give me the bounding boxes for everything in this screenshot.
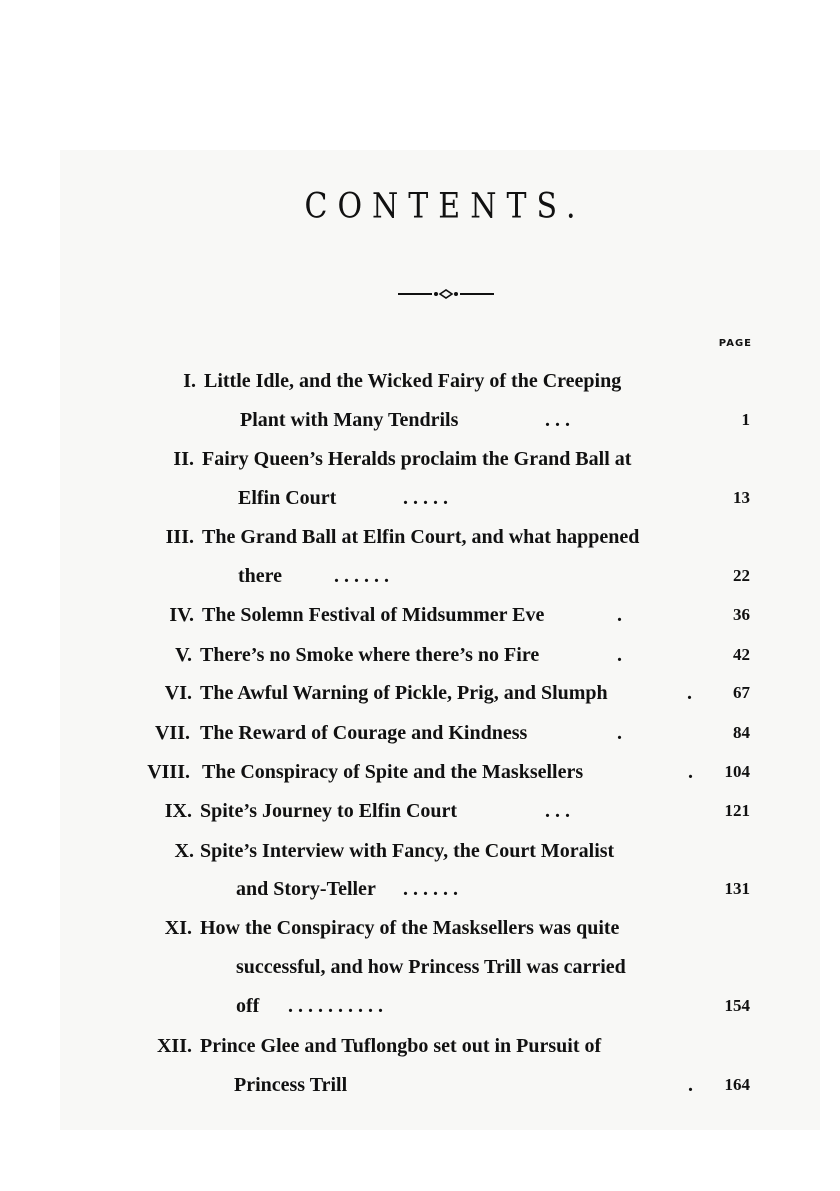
leader-dots: . . . . . bbox=[403, 487, 448, 509]
chapter-title-line: The Awful Warning of Pickle, Prig, and Slumph bbox=[200, 682, 608, 704]
chapter-title-line: there bbox=[238, 565, 283, 587]
chapter-numeral: I. bbox=[183, 370, 196, 392]
chapter-title-line: The Reward of Courage and Kindness bbox=[200, 722, 528, 744]
chapter-title-line: successful, and how Princess Trill was carried bbox=[236, 956, 626, 978]
leader-dots: . . . bbox=[545, 800, 570, 822]
chapter-title-line: How the Conspiracy of the Masksellers was quite bbox=[200, 917, 620, 939]
chapter-numeral: IV. bbox=[169, 604, 194, 626]
chapter-title-line: Prince Glee and Tuflongbo set out in Pursuit of bbox=[200, 1035, 602, 1057]
page-number: 36 bbox=[733, 605, 750, 624]
chapter-numeral: VI. bbox=[164, 682, 192, 704]
page-number: 67 bbox=[733, 683, 750, 702]
page-title: CONTENTS. bbox=[304, 186, 586, 227]
chapter-title-line: Plant with Many Tendrils bbox=[240, 409, 459, 431]
page-number: 22 bbox=[733, 566, 750, 585]
page-number: 154 bbox=[724, 996, 750, 1015]
chapter-title-line: Fairy Queen’s Heralds proclaim the Grand Ball at bbox=[202, 448, 632, 470]
leader-dots: . bbox=[617, 722, 622, 744]
ornament-divider bbox=[398, 284, 494, 304]
chapter-numeral: II. bbox=[173, 448, 194, 470]
page-number: 121 bbox=[724, 801, 750, 820]
chapter-title-line: Spite’s Interview with Fancy, the Court Moralist bbox=[200, 840, 615, 862]
page-number: 13 bbox=[733, 488, 750, 507]
chapter-numeral: XII. bbox=[156, 1035, 192, 1057]
page-number: 131 bbox=[724, 879, 750, 898]
chapter-numeral: VIII. bbox=[147, 761, 190, 783]
leader-dots: . bbox=[688, 1074, 693, 1096]
page-number: 42 bbox=[733, 645, 750, 664]
leader-dots: . bbox=[688, 761, 693, 783]
chapter-numeral: X. bbox=[174, 840, 194, 862]
chapter-title-line: Elfin Court bbox=[238, 487, 337, 509]
leader-dots: . . . . . . bbox=[334, 565, 389, 587]
page-number: 1 bbox=[741, 410, 750, 429]
leader-dots: . . . bbox=[545, 409, 570, 431]
leader-dots: . bbox=[617, 644, 622, 666]
chapter-title-line: Spite’s Journey to Elfin Court bbox=[200, 800, 458, 822]
chapter-title-line: The Conspiracy of Spite and the Masksellers bbox=[202, 761, 584, 783]
leader-dots: . . . . . . . . . . bbox=[288, 995, 383, 1017]
chapter-numeral: V. bbox=[175, 644, 192, 666]
chapter-numeral: IX. bbox=[164, 800, 192, 822]
chapter-numeral: III. bbox=[165, 526, 194, 548]
chapter-title-line: Little Idle, and the Wicked Fairy of the Creeping bbox=[204, 370, 622, 392]
chapter-title-line: Princess Trill bbox=[234, 1074, 348, 1096]
page-number: 84 bbox=[733, 723, 750, 742]
page-number: 164 bbox=[724, 1075, 750, 1094]
page-number: 104 bbox=[724, 762, 750, 781]
chapter-title-line: off bbox=[236, 995, 260, 1017]
chapter-numeral: VII. bbox=[154, 722, 190, 744]
leader-dots: . . . . . . bbox=[403, 878, 458, 900]
chapter-title-line: The Grand Ball at Elfin Court, and what happened bbox=[202, 526, 640, 548]
chapter-numeral: XI. bbox=[164, 917, 192, 939]
chapter-title-line: and Story-Teller bbox=[236, 878, 376, 900]
chapter-title-line: There’s no Smoke where there’s no Fire bbox=[200, 644, 540, 666]
page-column-header: PAGE bbox=[718, 338, 752, 349]
chapter-title-line: The Solemn Festival of Midsummer Eve bbox=[202, 604, 545, 626]
leader-dots: . bbox=[617, 604, 622, 626]
leader-dots: . bbox=[687, 682, 692, 704]
